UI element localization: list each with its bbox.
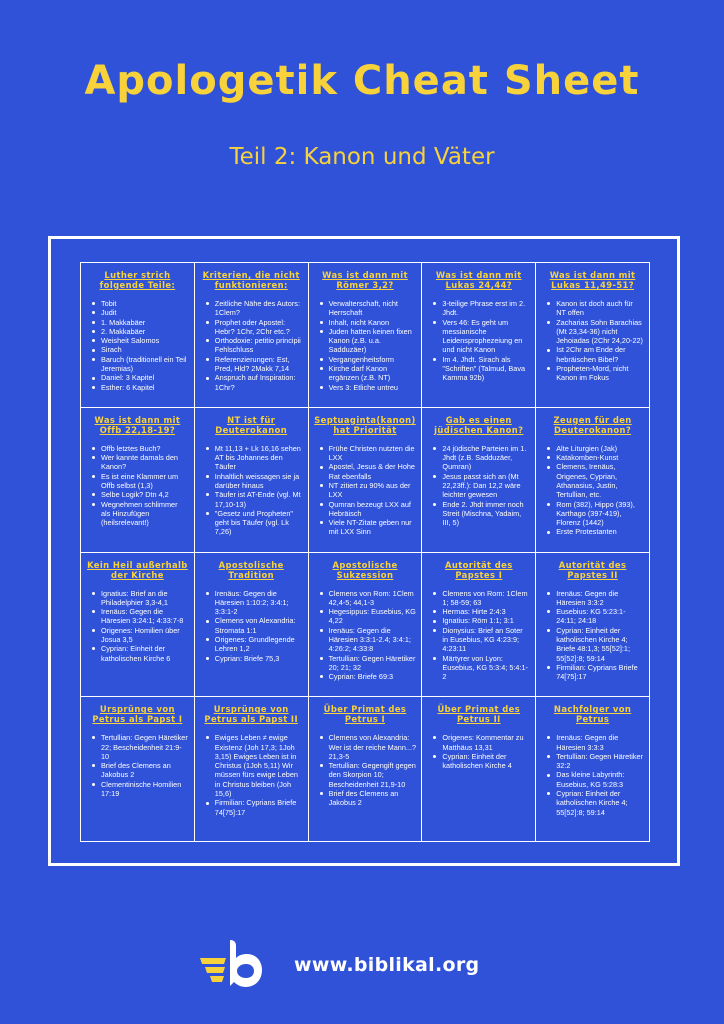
topic-cell xyxy=(422,553,536,698)
list-item: Esther: 6 Kapitel xyxy=(101,383,189,392)
topic-cell xyxy=(81,408,195,553)
list-item: Weisheit Salomos xyxy=(101,336,189,345)
list-item: Tobit xyxy=(101,299,189,308)
topic-title: NT ist für Deuterokanon xyxy=(215,414,288,435)
list-item: Im 4. Jhdt. Sirach als "Schriften" (Talmud, Bava Kamma 92b) xyxy=(442,355,530,383)
list-item: Frühe Christen nutzten die LXX xyxy=(328,443,415,463)
list-item: Anspruch auf Inspiration: 1Chr? xyxy=(215,373,303,392)
list-item: Selbe Logik? Dtn 4,2 xyxy=(101,490,189,499)
list-item: Origenes: Grundlegende Lehren 1,2 xyxy=(215,635,303,654)
topic-cell xyxy=(195,697,309,842)
topic-title: Zeugen für den Deuterokanon? xyxy=(553,414,632,435)
topic-cell xyxy=(309,408,423,553)
topic-list xyxy=(200,589,303,663)
list-item: Clemens, Irenäus, Origenes, Cyprian, Athanasius, Justin, Tertullian, etc. xyxy=(556,462,644,499)
topic-title: Gab es einen jüdischen Kanon? xyxy=(434,414,524,435)
list-item: Irenäus: Gegen die Häresien 3:3:3 xyxy=(556,733,644,752)
topic-cell xyxy=(422,408,536,553)
list-item: Ende 2. Jhdt immer noch Streit (Mischna, Yadaim, III, 5) xyxy=(442,500,530,528)
topic-list xyxy=(314,444,417,537)
topic-title: Apostolische Tradition xyxy=(218,559,284,580)
list-item: Tertullian: Gegen Häretiker 22; Bescheidenheit 21:9-10 xyxy=(101,733,188,761)
topic-cell xyxy=(422,697,536,842)
list-item: Ewiges Leben ≠ ewige Existenz (Joh 17,3; 1Joh 3,15) Ewiges Leben ist in Christus (1Joh 5,11) Wir müssen fürs ewige Leben in Christus bleiben (Joh 15,6) xyxy=(215,733,303,798)
topic-cell xyxy=(309,697,423,842)
topic-list xyxy=(427,444,530,528)
list-item: Das kleine Labyrinth: Eusebius, KG 5:28:3 xyxy=(556,770,644,789)
list-item: Irenäus: Gegen die Häresien 3:3:1-2.4; 3:4:1; 4:26:2; 4:33:8 xyxy=(329,626,417,654)
list-item: Vers 3: Etliche untreu xyxy=(329,383,417,392)
list-item: Vergangenheitsform xyxy=(329,355,417,364)
list-item: Orthodoxie: petitio principii Fehlschluss xyxy=(214,336,301,355)
list-item: Ignatius: Brief an die Philadelphier 3,3-4,1 xyxy=(101,589,189,608)
list-item: Referenzierungen: Est, Pred, Hld? 2Makk 7,14 xyxy=(215,355,303,374)
topic-title: Was ist dann mit Offb 22,18-19? xyxy=(94,414,181,435)
cheat-sheet-grid xyxy=(80,262,650,842)
list-item: 24 jüdische Parteien im 1. Jhdt (z.B. Sadduzäer, Qumran) xyxy=(442,444,530,472)
list-item: 3-teilige Phrase erst im 2. Jhdt. xyxy=(442,299,530,318)
list-item: Cyprian: Einheit der katholischen Kirche 4; Briefe 48:1,3; 55[52]:1; 55[52]:8; 59:14 xyxy=(556,626,644,663)
list-item: Apostel, Jesus & der Hohe Rat ebenfalls xyxy=(328,462,415,481)
list-item: Brief des Clemens an Jakobus 2 xyxy=(101,761,189,780)
page-subtitle: Teil 2: Kanon und Väter xyxy=(229,144,495,170)
list-item: Vers 46: Es geht um messianische Leidensprophezeiung en und nicht Kanon xyxy=(442,318,530,355)
list-item: Tertullian: Gegen Häretiker 20; 21; 32 xyxy=(328,653,416,672)
list-item: Hermas: Hirte 2:4:3 xyxy=(442,607,530,616)
list-item: Es ist eine Klammer um Offb selbst (1,3) xyxy=(101,472,189,491)
topic-list xyxy=(200,733,303,817)
list-item: Wer kannte damals den Kanon? xyxy=(101,453,189,472)
topic-cell xyxy=(536,408,650,553)
list-item: Wegnehmen schlimmer als Hinzufügen (heilsrelevant!) xyxy=(101,500,189,528)
topic-title: Luther strich folgende Teile: xyxy=(99,270,176,290)
topic-list xyxy=(86,733,189,798)
list-item: Clemens von Alexandria: Wer ist der reiche Mann...? 21,3-5 xyxy=(328,733,417,761)
list-item: Zeitliche Nähe des Autors: 1Clem? xyxy=(215,299,303,318)
website-url[interactable]: www.biblikal.org xyxy=(294,954,480,976)
list-item: Katakomben-Kunst xyxy=(556,453,644,462)
page-title: Apologetik Cheat Sheet xyxy=(84,58,640,104)
list-item: Hegesippus: Eusebius, KG 4,22 xyxy=(328,607,416,626)
list-item: Origenes: Kommentar zu Matthäus 13,31 xyxy=(442,733,530,752)
list-item: Firmilian: Cyprians Briefe 74[75]:17 xyxy=(215,798,303,817)
topic-title: Über Primat des Petrus I xyxy=(323,704,407,725)
topic-list xyxy=(541,299,644,383)
list-item: Cyprian: Einheit der katholischen Kirche 4 xyxy=(442,752,530,771)
topic-cell xyxy=(195,408,309,553)
list-item: Propheten-Mord, nicht Kanon im Fokus xyxy=(556,364,644,383)
list-item: Cyprian: Einheit der katholischen Kirche 6 xyxy=(101,644,189,663)
topic-list xyxy=(200,444,303,537)
topic-cell xyxy=(195,553,309,698)
list-item: Mt 11,13 + Lk 16,16 sehen AT bis Johannes den Täufer xyxy=(214,443,301,472)
topic-list xyxy=(541,733,644,817)
list-item: Inhaltlich weissagen sie ja darüber hinaus xyxy=(215,472,303,491)
topic-title: Was ist dann mit Lukas 24,44? xyxy=(435,270,522,290)
topic-list xyxy=(86,589,189,663)
list-item: Ist 2Chr am Ende der hebräischen Bibel? xyxy=(556,345,644,364)
list-item: Tertullian: Gegengift gegen den Skorpion 10; Bescheidenheit 21,9-10 xyxy=(328,761,416,789)
topic-cell xyxy=(195,263,309,408)
list-item: Tertullian: Gegen Häretiker 32:2 xyxy=(556,751,643,771)
list-item: Qumran bezeugt LXX auf Hebräisch xyxy=(329,500,417,519)
list-item: Kanon ist doch auch für NT offen xyxy=(556,299,644,318)
list-item: Brief des Clemens an Jakobus 2 xyxy=(329,789,417,808)
topic-list xyxy=(86,299,189,392)
topic-cell xyxy=(81,263,195,408)
list-item: Cyprian: Einheit der katholischen Kirche 4; 55[52]:8; 59:14 xyxy=(556,789,644,817)
list-item: Kirche darf Kanon ergänzen (z.B. NT) xyxy=(329,364,417,383)
topic-title: Was ist dann mit Lukas 11,49-51? xyxy=(549,270,636,290)
list-item: Märtyrer von Lyon: Eusebius, KG 5:3:4; 5:4:1-2 xyxy=(442,654,530,682)
list-item: Irenäus: Gegen die Häresien 3:3:2 xyxy=(556,589,644,608)
list-item: Ignatius: Röm 1:1; 3:1 xyxy=(442,616,530,625)
topic-list xyxy=(427,733,530,770)
topic-cell xyxy=(81,697,195,842)
list-item: Clementinische Homilien 17:19 xyxy=(101,780,189,799)
list-item: Origenes: Homilien über Josua 3,5 xyxy=(101,626,189,645)
topic-cell xyxy=(536,553,650,698)
list-item: Daniel: 3 Kapitel xyxy=(101,373,189,382)
topic-title: Autorität des Papstes II xyxy=(558,559,627,580)
topic-list xyxy=(86,444,189,528)
topic-list xyxy=(314,733,417,807)
list-item: Irenäus: Gegen die Häresien 1:10:2; 3:4:1; 3:3:1-2 xyxy=(215,589,303,617)
list-item: Juden hatten keinen fixen Kanon (z.B. u.a. Sadduzäer) xyxy=(329,327,417,355)
topic-cell xyxy=(422,263,536,408)
topic-cell xyxy=(309,263,423,408)
list-item: Offb letztes Buch? xyxy=(101,444,189,453)
topic-list xyxy=(541,589,644,682)
list-item: "Gesetz und Propheten" geht bis Täufer (vgl. Lk 7,26) xyxy=(215,509,303,537)
list-item: Jesus passt sich an (Mt 22,23ff.): Dan 12,2 wäre leichter gewesen xyxy=(442,472,530,500)
list-item: Cyprian: Briefe 69:3 xyxy=(329,672,417,681)
list-item: Dionysius: Brief an Soter in Eusebius, KG 4:23:9; 4:23:11 xyxy=(442,626,530,654)
list-item: 1. Makkabäer xyxy=(101,318,189,327)
topic-cell xyxy=(536,697,650,842)
topic-cell xyxy=(81,553,195,698)
topic-list xyxy=(200,299,303,392)
list-item: Irenäus: Gegen die Häresien 3:24:1; 4:33:7-8 xyxy=(101,607,189,626)
list-item: Cyprian: Briefe 75,3 xyxy=(215,654,303,663)
biblikal-logo-icon xyxy=(196,936,266,996)
list-item: Clemens von Rom: 1Clem 42,4-5; 44,1-3 xyxy=(329,589,417,608)
list-item: Inhalt, nicht Kanon xyxy=(329,318,417,327)
topic-title: Kein Heil außerhalb der Kirche xyxy=(87,559,188,580)
list-item: 2. Makkabäer xyxy=(101,327,189,336)
list-item: Prophet oder Apostel: Hebr? 1Chr, 2Chr etc.? xyxy=(215,318,303,337)
topic-cell xyxy=(309,553,423,698)
list-item: Judit xyxy=(101,308,189,317)
topic-title: Kriterien, die nicht funktionieren: xyxy=(202,270,300,290)
topic-list xyxy=(427,589,530,682)
topic-list xyxy=(314,299,417,392)
topic-list xyxy=(314,589,417,682)
list-item: Sirach xyxy=(101,345,189,354)
list-item: Clemens von Rom: 1Clem 1; 58-59; 63 xyxy=(442,589,530,608)
topic-title: Über Primat des Petrus II xyxy=(437,704,521,725)
list-item: Alte Liturgien (Jak) xyxy=(556,444,644,453)
topic-title: Nachfolger von Petrus xyxy=(553,704,632,725)
topic-title: Was ist dann mit Römer 3,2? xyxy=(322,270,408,290)
list-item: Eusebius: KG 5:23:1-24:11; 24:18 xyxy=(556,607,644,626)
list-item: Clemens von Alexandria: Stromata 1:1 xyxy=(215,616,303,635)
list-item: Rom (382), Hippo (393), Karthago (397-419), Florenz (1442) xyxy=(556,500,644,528)
list-item: Zacharias Sohn Barachias (Mt 23,34-36) nicht Jehoiadas (2Chr 24,20-22) xyxy=(556,317,643,346)
list-item: Verwalterschaft, nicht Herrschaft xyxy=(329,299,417,318)
list-item: Baruch (traditionell ein Teil Jeremias) xyxy=(101,355,189,374)
topic-title: Apostolische Sukzession xyxy=(332,559,398,580)
topic-list xyxy=(427,299,530,383)
topic-cell xyxy=(536,263,650,408)
list-item: Erste Protestanten xyxy=(556,527,644,536)
topic-title: Ursprünge von Petrus als Papst I xyxy=(92,704,183,725)
list-item: Firmilian: Cyprians Briefe 74[75]:17 xyxy=(556,663,644,682)
topic-title: Autorität des Papstes I xyxy=(444,559,513,580)
topic-list xyxy=(541,444,644,537)
list-item: NT zitiert zu 90% aus der LXX xyxy=(329,481,417,500)
topic-title: Ursprünge von Petrus als Papst II xyxy=(204,704,298,725)
list-item: Täufer ist AT-Ende (vgl. Mt 17,10-13) xyxy=(214,490,301,509)
topic-title: Septuaginta(kanon) hat Priorität xyxy=(314,414,416,435)
list-item: Viele NT-Zitate geben nur mit LXX Sinn xyxy=(329,518,417,537)
